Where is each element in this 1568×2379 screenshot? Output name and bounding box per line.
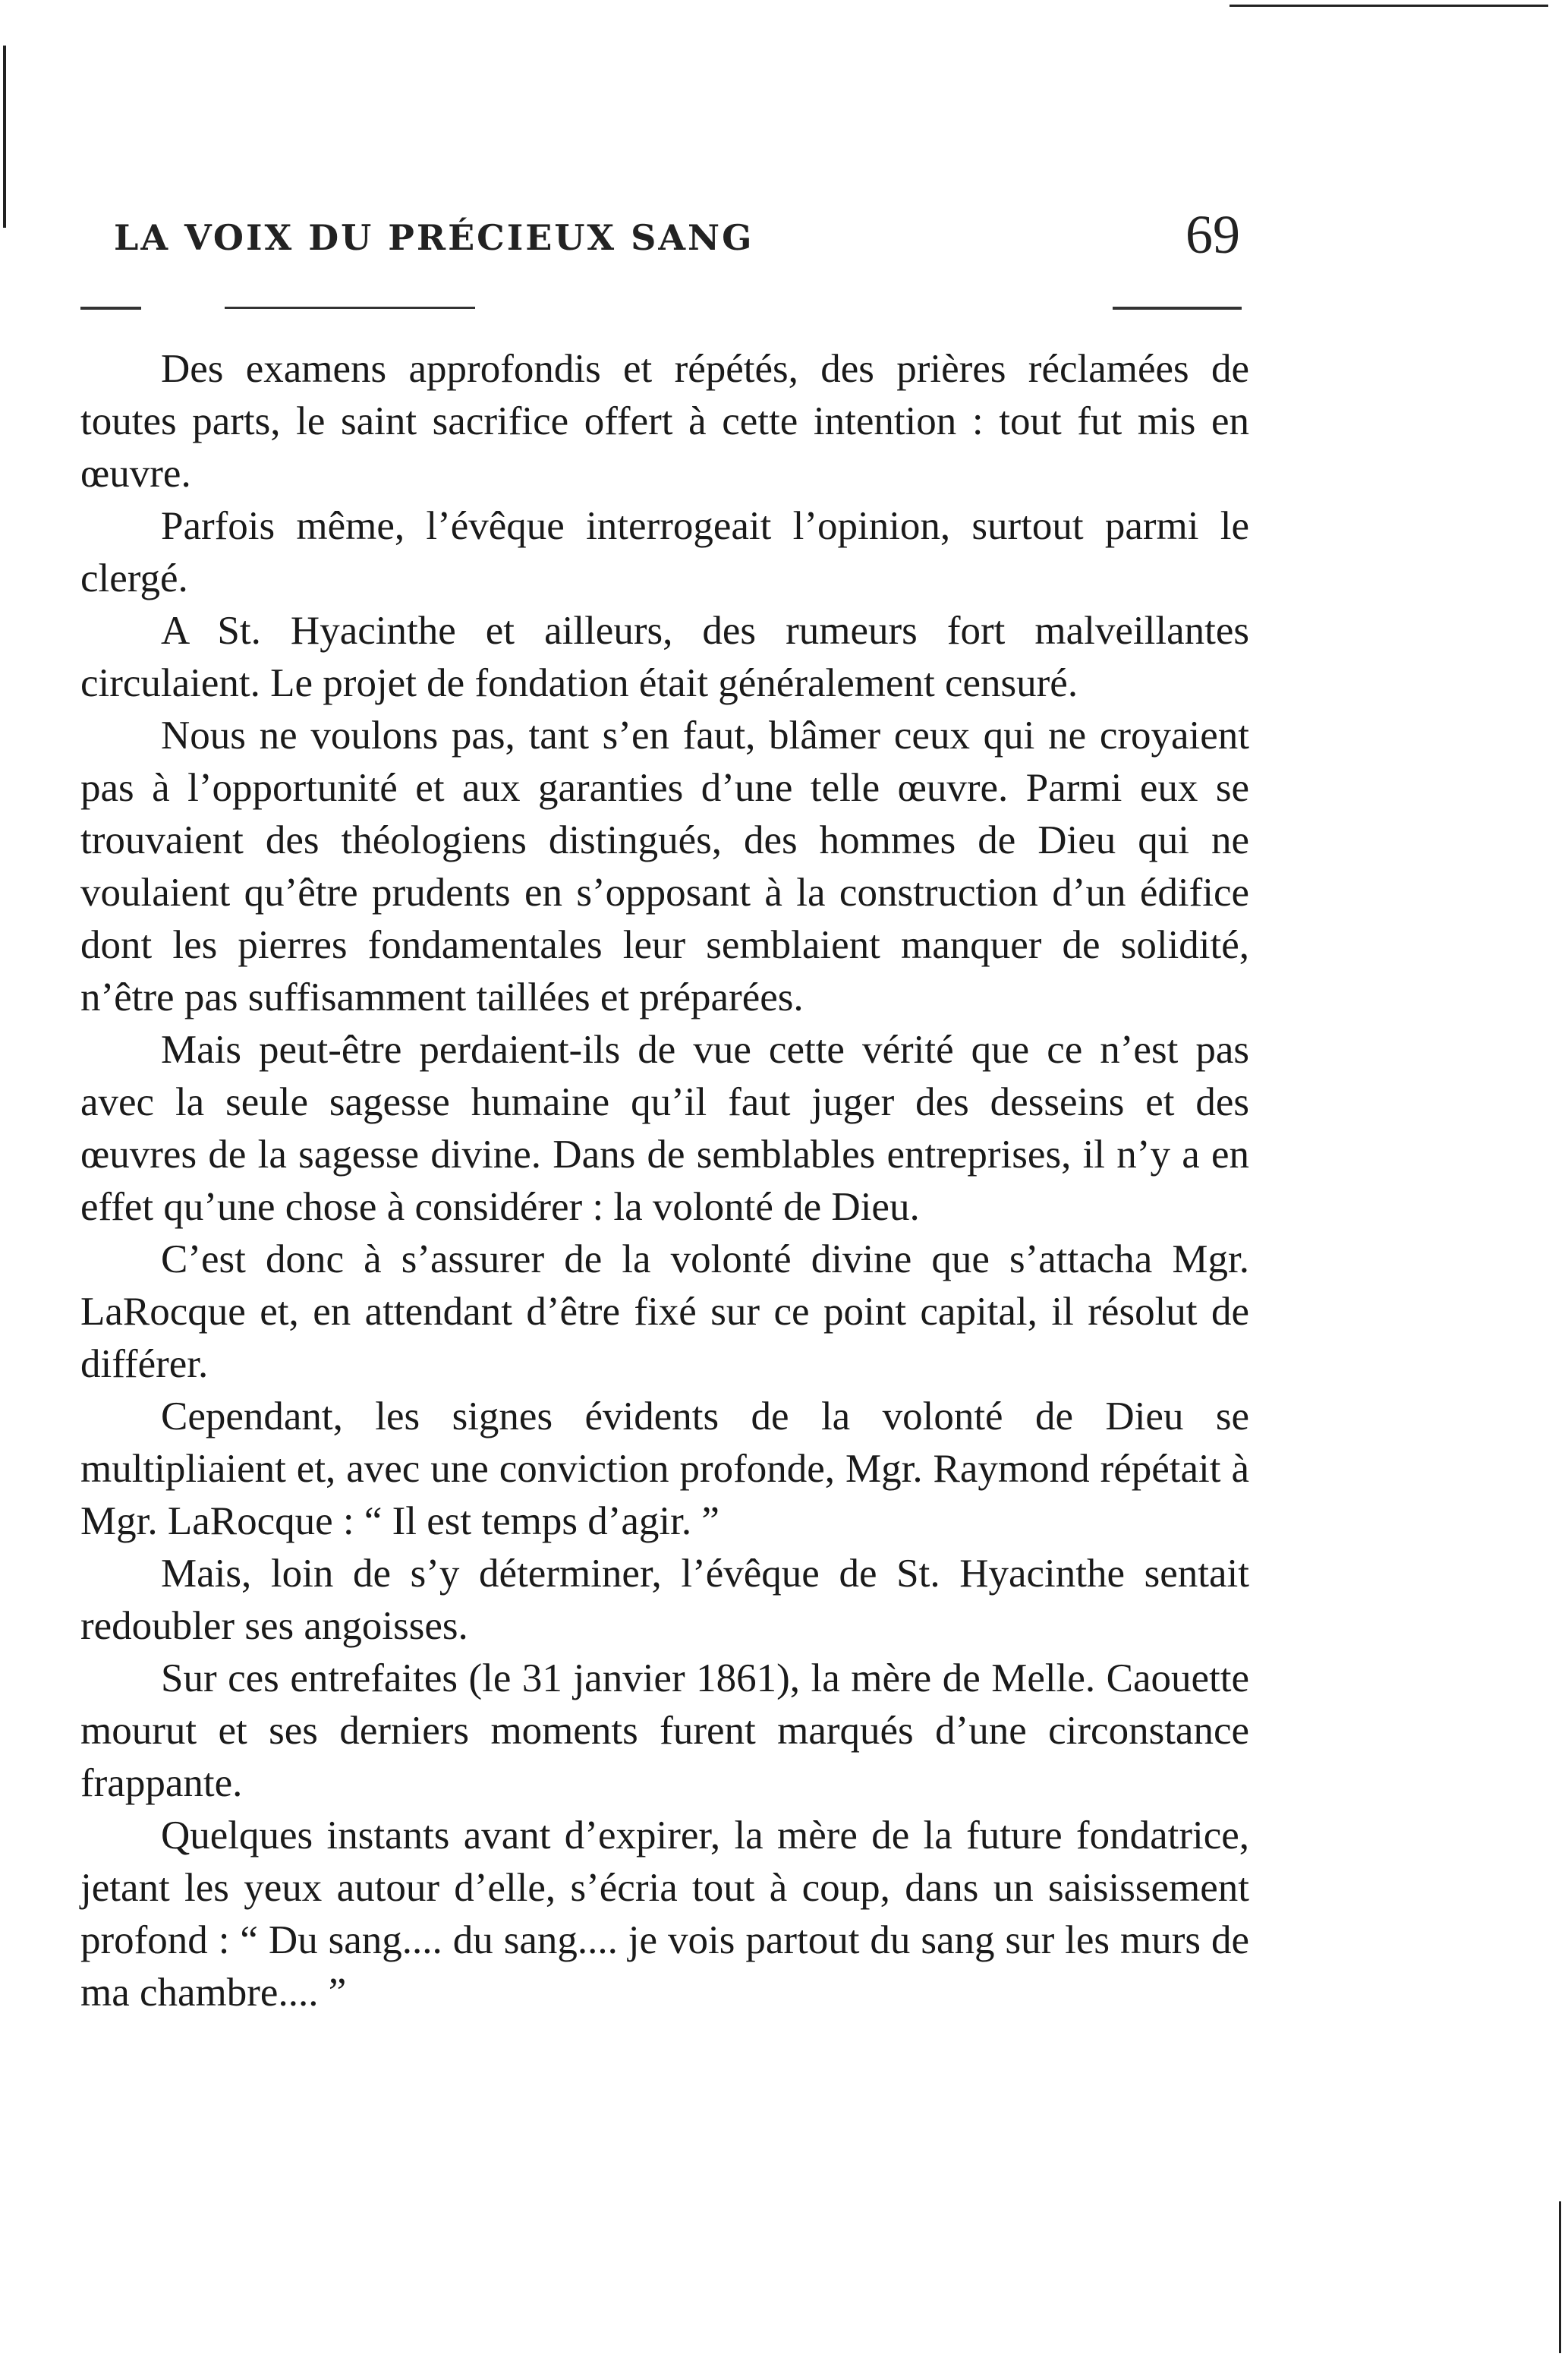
header-rule-left	[80, 307, 141, 310]
page-header	[114, 203, 1252, 279]
header-rule-right	[1113, 307, 1242, 310]
paragraph: Des examens approfondis et répétés, des prières réclamées de toutes parts, le saint sacrifice offert à cette intention : tout fut mis en œuvre.	[80, 347, 1249, 496]
paragraph: Mais peut-être perdaient-ils de vue cette vérité que ce n’est pas avec la seule sagesse humaine qu’il faut juger des desseins et des œuvres de la sagesse divine. Dans de semblables entreprises, il n’y a en effet qu’une chose à considérer : la volonté de Dieu.	[80, 1028, 1249, 1229]
paragraph: Nous ne voulons pas, tant s’en faut, blâmer ceux qui ne croyaient pas à l’opportunité et aux garanties d’une telle œuvre. Parmi eux se trouvaient des théologiens distingués, des hommes de Dieu qui ne voulaient qu’être prudents en s’opposant à la construction d’un édifice dont les pierres fondamentales leur semblaient manquer de solidité, n’être pas suffisamment taillées et préparées.	[80, 714, 1249, 1019]
left-edge-line	[3, 46, 6, 228]
paragraph: A St. Hyacinthe et ailleurs, des rumeurs fort malveillantes circulaient. Le projet de fondation était généralement censuré.	[80, 609, 1249, 705]
paragraph: C’est donc à s’assurer de la volonté divine que s’attacha Mgr. LaRocque et, en attendant d’être fixé sur ce point capital, il résolut de différer.	[80, 1237, 1249, 1386]
running-title: LA VOIX DU PRÉCIEUX SANG	[114, 217, 754, 258]
page-number: 69	[1185, 204, 1240, 265]
top-right-edge-line	[1230, 5, 1548, 7]
body-text	[80, 343, 1249, 2019]
paragraph: Sur ces entrefaites (le 31 janvier 1861), la mère de Melle. Caouette mourut et ses derniers moments furent marqués d’une circonstance frappante.	[80, 1656, 1249, 1805]
paragraph: Cependant, les signes évidents de la volonté de Dieu se multipliaient et, avec une conviction profonde, Mgr. Raymond répétait à Mgr. LaRocque : “ Il est temps d’agir. ”	[80, 1394, 1249, 1543]
paragraph: Quelques instants avant d’expirer, la mère de la future fondatrice, jetant les yeux autour d’elle, s’écria tout à coup, dans un saisissement profond : “ Du sang.... du sang.... je vois partout du sang sur les murs de ma chambre.... ”	[80, 1813, 1249, 2015]
paragraph: Mais, loin de s’y déterminer, l’évêque de St. Hyacinthe sentait redoubler ses angoisses.	[80, 1552, 1249, 1648]
paragraph: Parfois même, l’évêque interrogeait l’opinion, surtout parmi le clergé.	[80, 504, 1249, 600]
header-rule-center	[225, 307, 475, 309]
right-edge-line	[1559, 2201, 1561, 2353]
